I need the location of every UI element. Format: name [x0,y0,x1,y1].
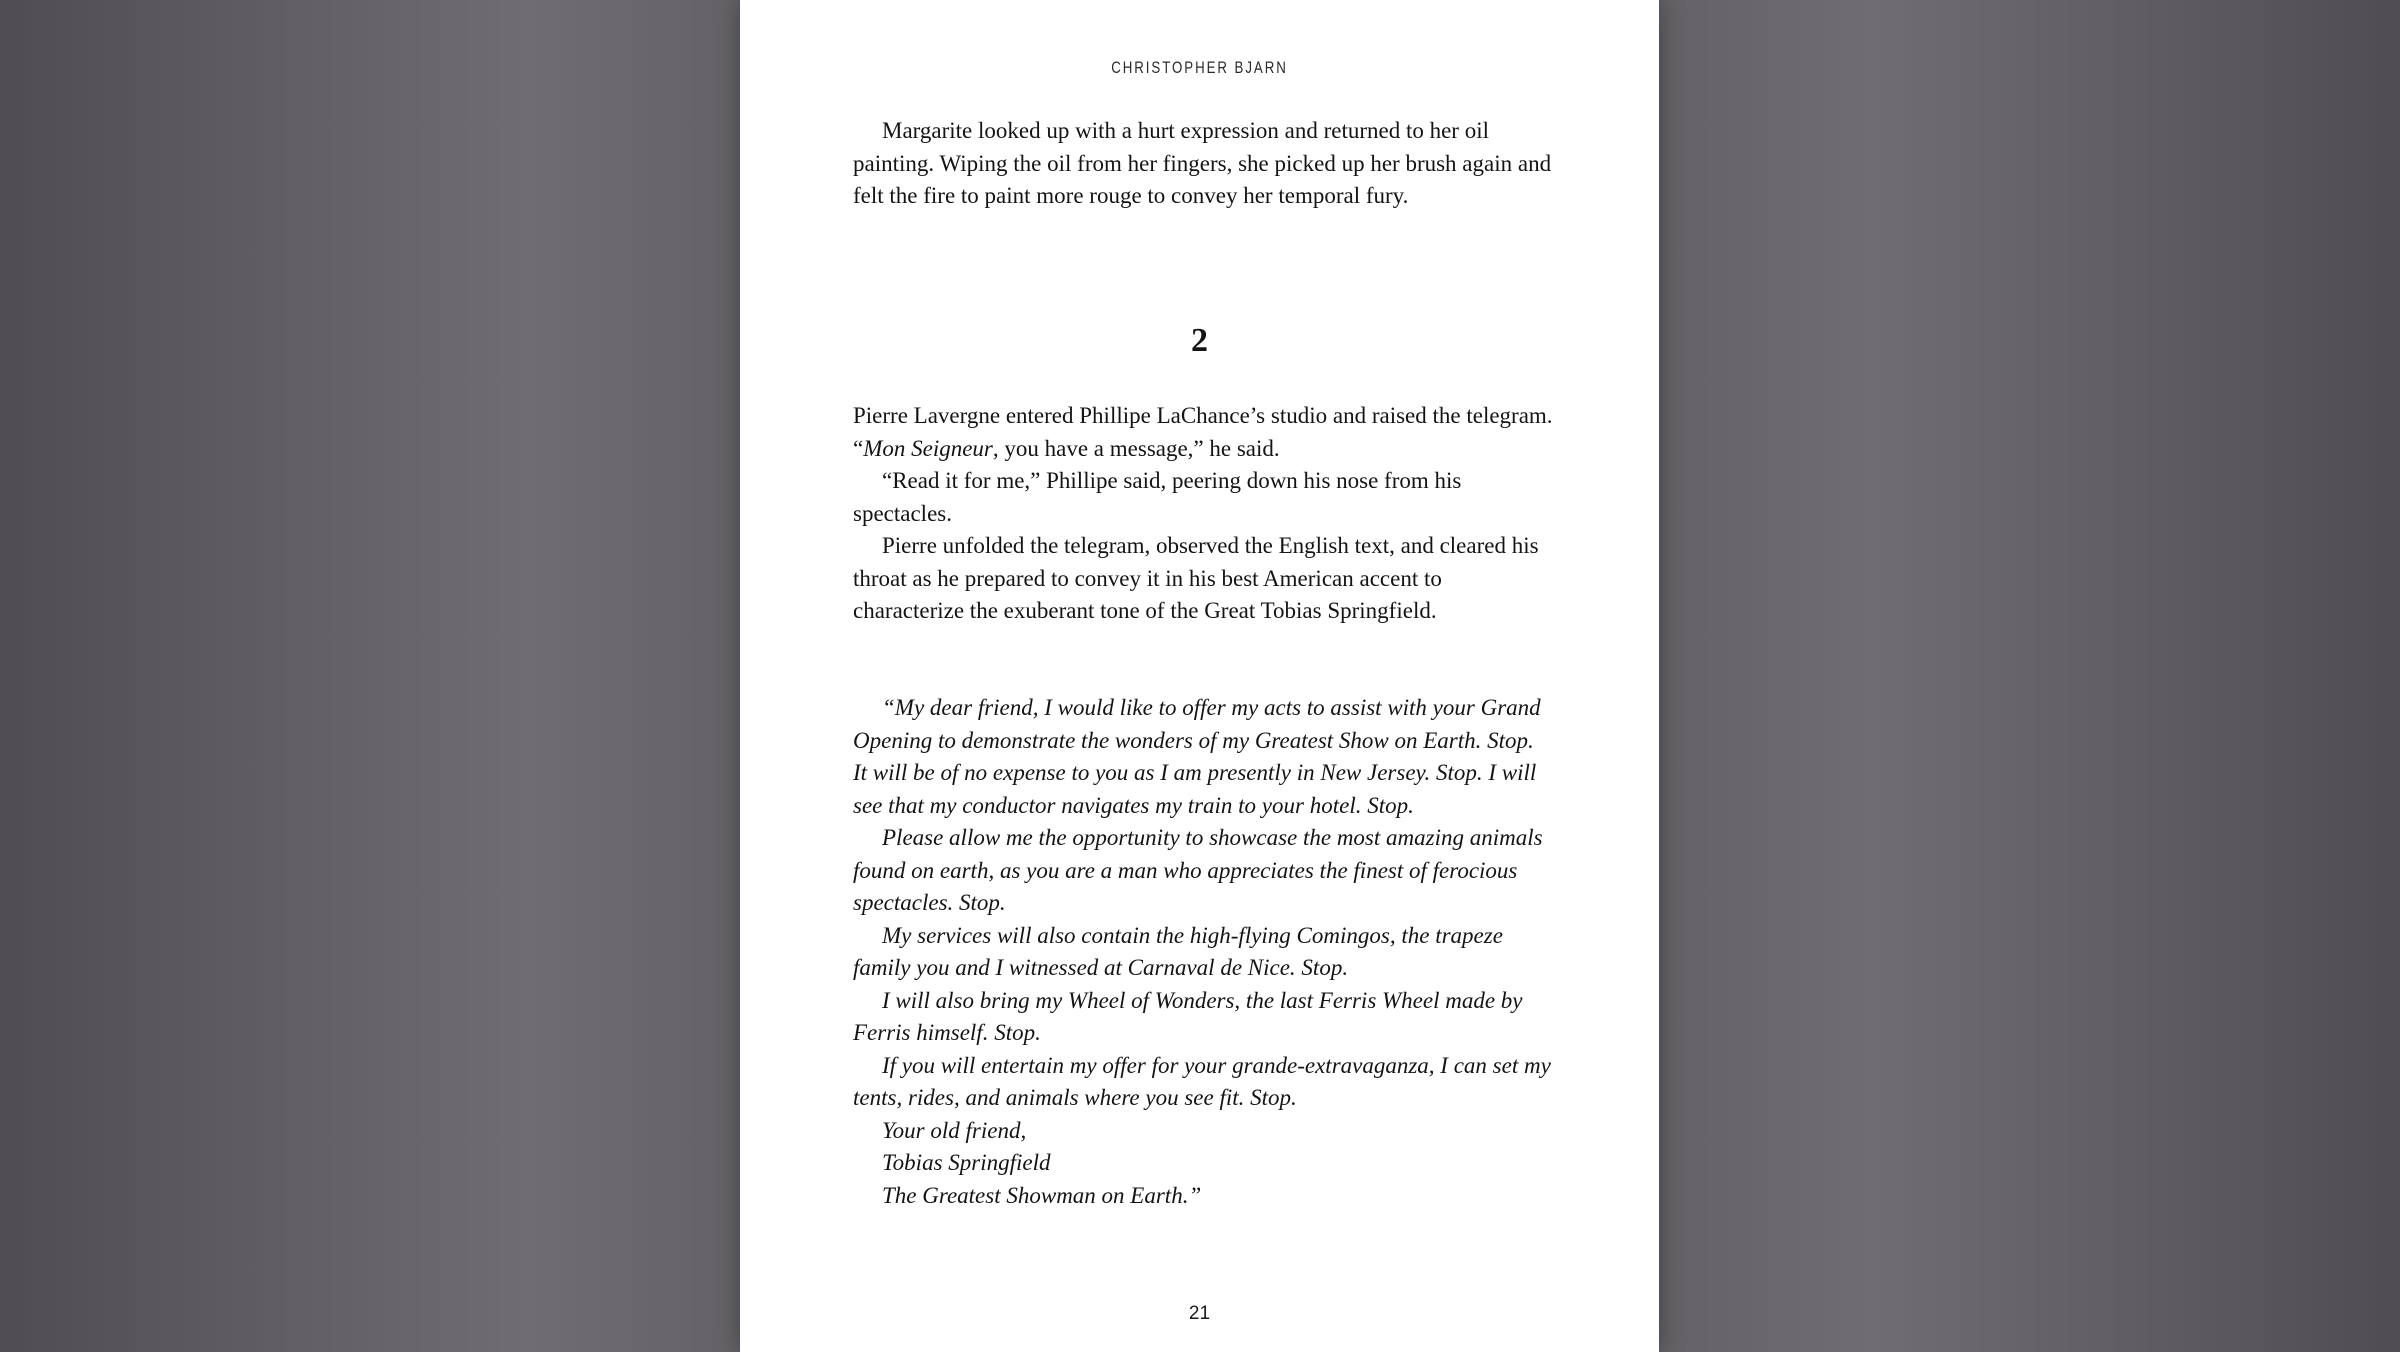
telegram-paragraph-4: I will also bring my Wheel of Wonders, the last Ferris Wheel made by Ferris himself. Stop. [853,987,1523,1045]
running-head-author: CHRISTOPHER BJARN [1111,58,1288,77]
chapter-number: 2 [1191,322,1208,359]
section-2-text [853,400,1553,628]
book-page [740,0,1659,1352]
telegram-paragraph-3: My services will also contain the high-flying Comingos, the trapeze family you and I witnessed at Carnaval de Nice. Stop. [853,922,1503,980]
telegram-paragraph-2: Please allow me the opportunity to showcase the most amazing animals found on earth, as you are a man who appreciates the finest of ferocious spectacles. Stop. [853,825,1543,915]
telegram-text [853,692,1553,1212]
paragraph-pierre-unfolds: Pierre unfolded the telegram, observed the English text, and cleared his throat as he prepared to convey it in his best American accent to characterize the exuberant tone of the Great Tobias Springfield. [853,533,1539,623]
paragraph-pierre-enters-end: , you have a message,” he said. [992,435,1280,461]
paragraph-pierre-enters [853,400,1553,465]
section-1-text [853,115,1553,213]
telegram-paragraph-1: “My dear friend, I would like to offer my acts to assist with your Grand Opening to demonstrate the wonders of my Greatest Show on Earth. Stop. It will be of no expense to you as I am presently in New Jersey. Stop. I will see that my conductor navigates my train to your hotel. Stop. [853,695,1541,818]
telegram-paragraph-5: If you will entertain my offer for your grande-extravaganza, I can set my tents, rides, and animals where you see fit. Stop. [853,1052,1551,1110]
telegram-signature-name: Tobias Springfield [882,1150,1051,1175]
telegram-signoff: Your old friend, [882,1117,1027,1143]
mon-seigneur-italic: Mon Seigneur [863,435,993,461]
page-number: 21 [1188,1303,1211,1324]
paragraph-pierre-enters-start: Pierre Lavergne entered Phillipe LaChance’s studio and raised the telegram. “ [853,403,1553,461]
paragraph-read-it: “Read it for me,” Phillipe said, peering down his nose from his spectacles. [853,468,1462,526]
paragraph-margarite: Margarite looked up with a hurt expression and returned to her oil painting. Wiping the oil from her fingers, she picked up her brush again and felt the fire to paint more rouge to convey her temporal fury. [853,118,1552,208]
telegram-signature-title: The Greatest Showman on Earth.” [882,1182,1202,1208]
